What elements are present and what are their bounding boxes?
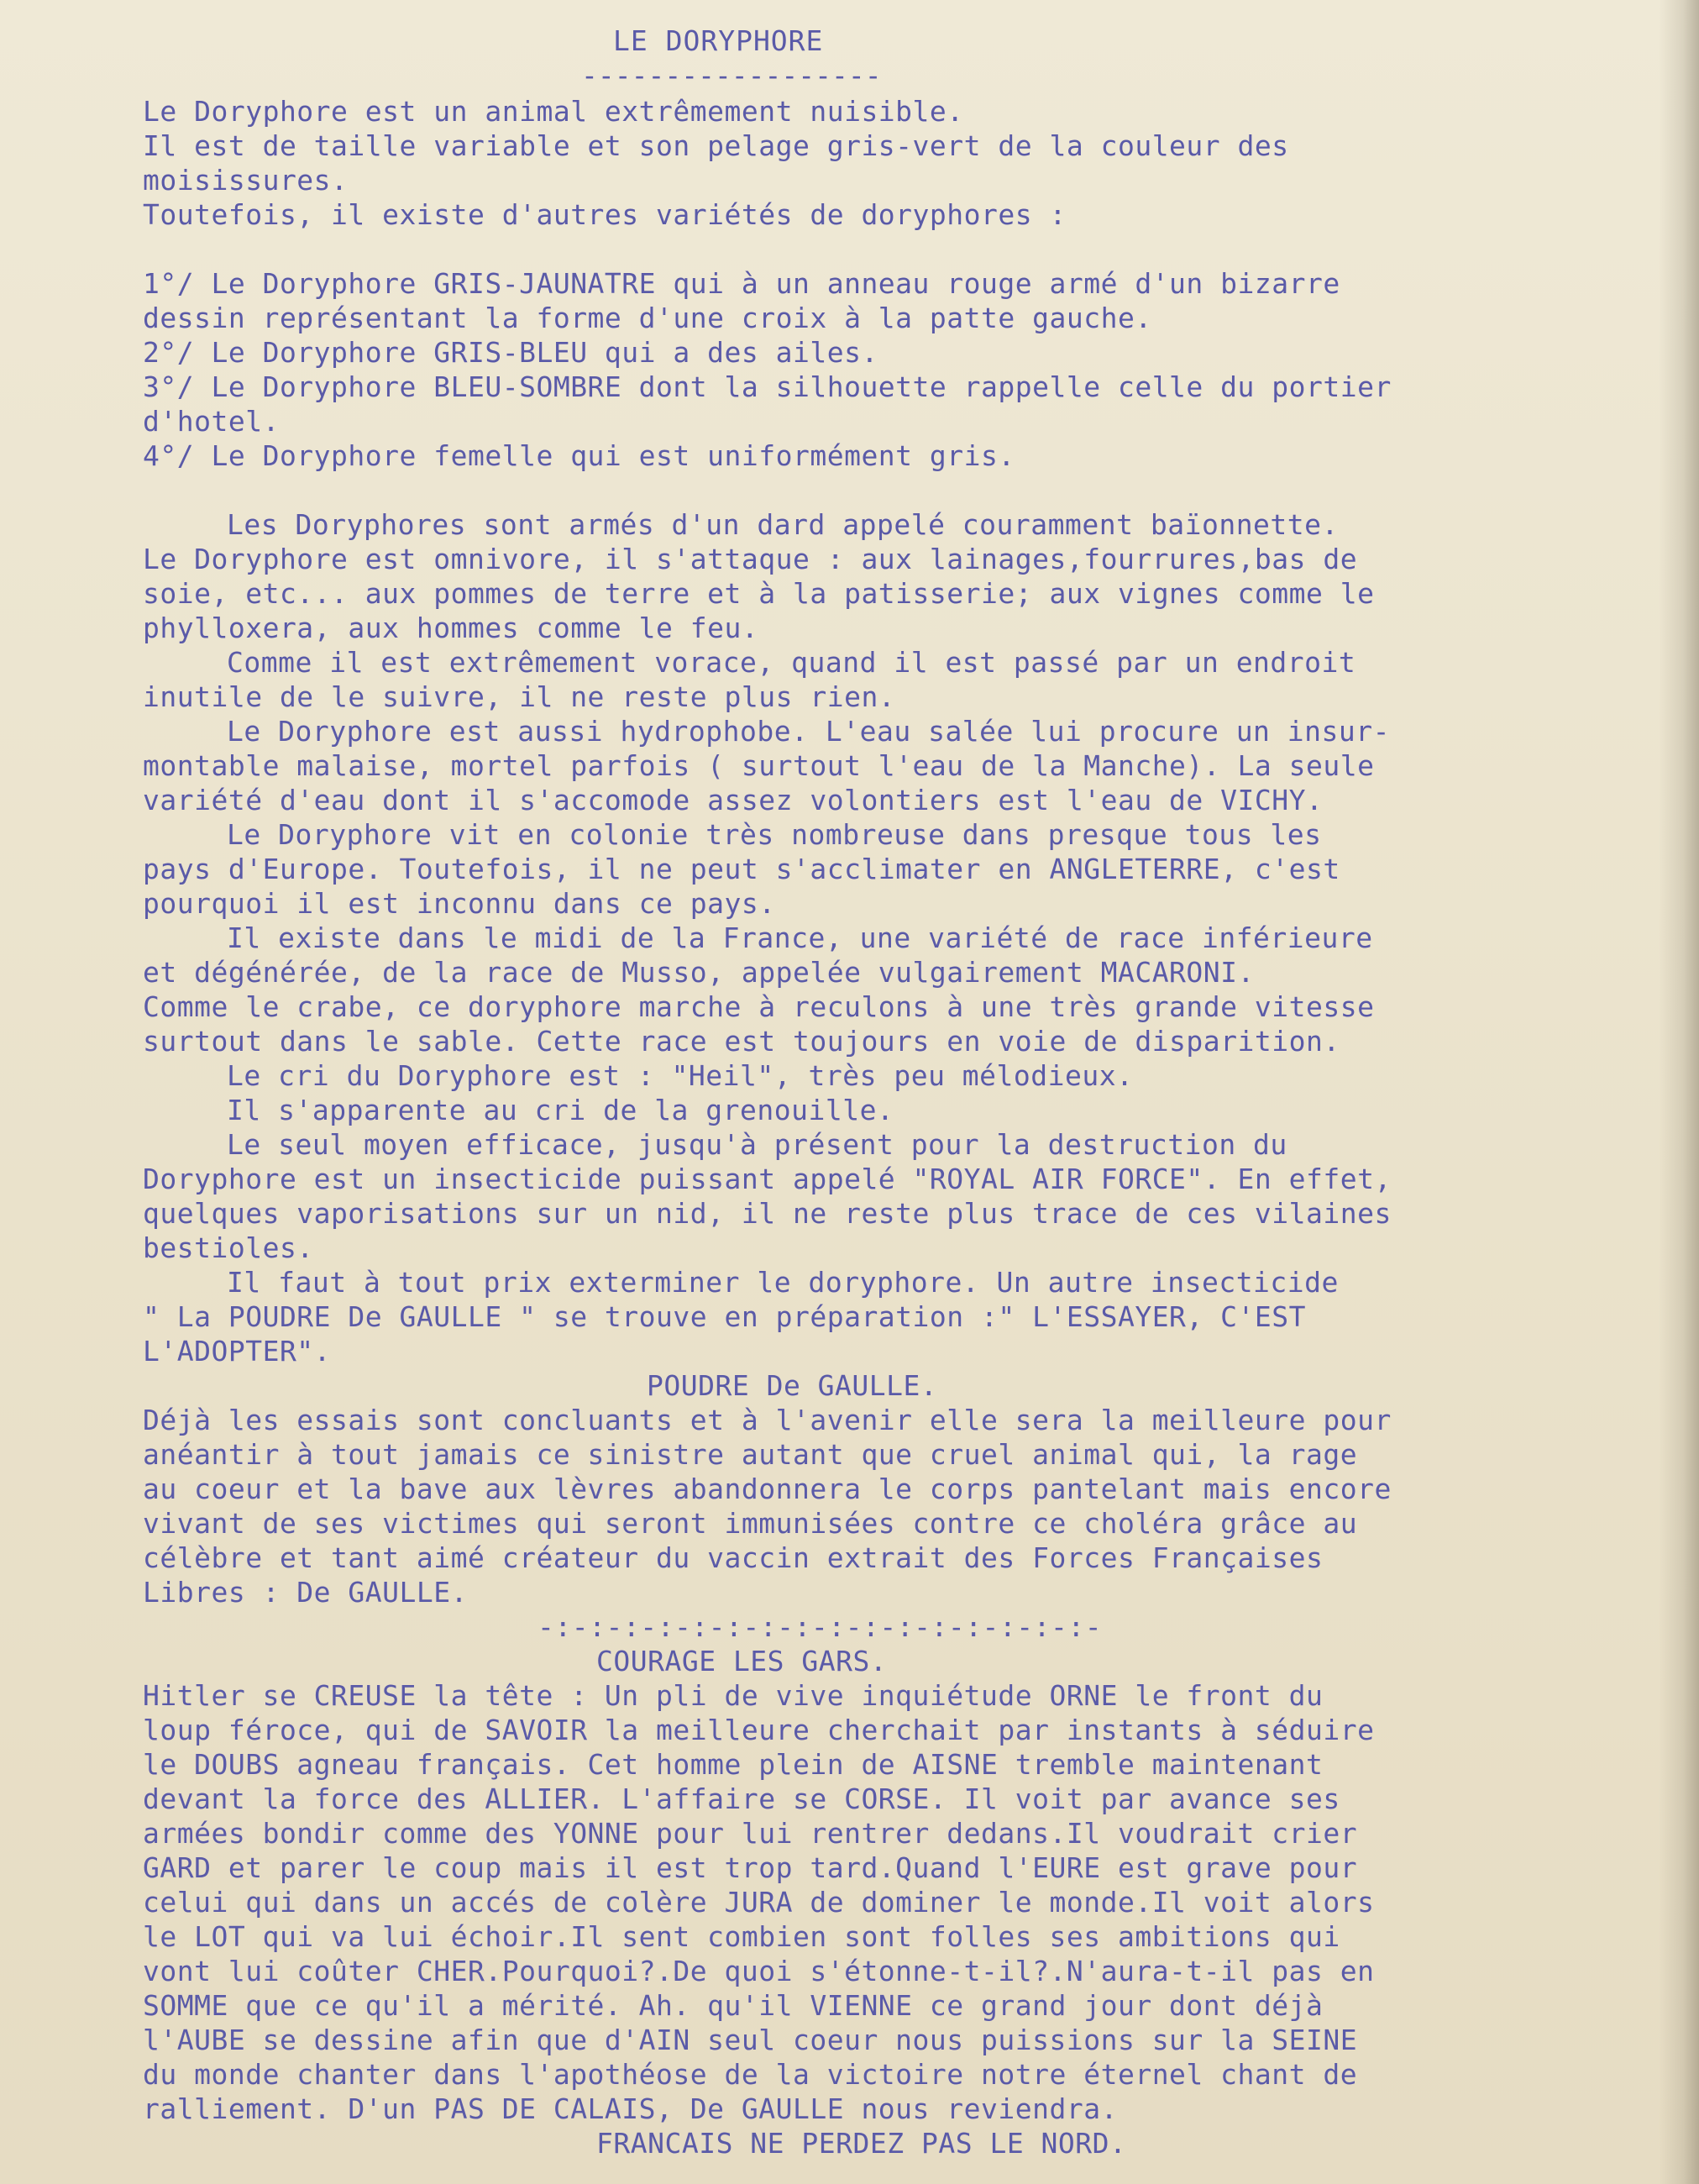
courage-line: ralliement. D'un PAS DE CALAIS, De GAULLE nous reviendra. [143,2092,1118,2125]
poudre-line: au coeur et la bave aux lèvres abandonnera le corps pantelant mais encore [143,1473,1392,1505]
variety-line: 2°/ Le Doryphore GRIS-BLEU qui a des ailes. [143,336,878,369]
body-line: quelques vaporisations sur un nid, il ne reste plus trace de ces vilaines [143,1197,1392,1230]
courage-line: SOMME que ce qu'il a mérité. Ah. qu'il VIENNE ce grand jour dont déjà [143,1989,1324,2022]
courage-line: le LOT qui va lui échoir.Il sent combien sont folles ses ambitions qui [143,1920,1340,1953]
document-title: LE DORYPHORE [613,24,824,57]
body-line: bestioles. [143,1231,314,1264]
spacer [143,473,1671,507]
body-line: Comme le crabe, ce doryphore marche à reculons à une très grande vitesse [143,990,1375,1023]
courage-line: Hitler se CREUSE la tête : Un pli de vive inquiétude ORNE le front du [143,1679,1324,1712]
body-line: phylloxera, aux hommes comme le feu. [143,612,759,644]
courage-line: GARD et parer le coup mais il est trop tard.Quand l'EURE est grave pour [143,1851,1358,1884]
variety-line: 4°/ Le Doryphore femelle qui est uniformément gris. [143,439,1015,472]
intro-line: Le Doryphore est un animal extrêmement nuisible. [143,95,964,128]
variety-line: 1°/ Le Doryphore GRIS-JAUNATRE qui à un anneau rouge armé d'un bizarre [143,267,1340,300]
courage-line: vont lui coûter CHER.Pourquoi?.De quoi s'étonne-t-il?.N'aura-t-il pas en [143,1955,1375,1987]
body-line: Il faut à tout prix exterminer le doryphore. Un autre insecticide [227,1266,1339,1299]
body-line: Il existe dans le midi de la France, une variété de race inférieure [227,921,1373,954]
poudre-line: Libres : De GAULLE. [143,1576,468,1609]
spacer [143,232,1671,266]
title-underline: ------------------ [581,59,882,92]
body-line: Le Doryphore est omnivore, il s'attaque : aux lainages,fourrures,bas de [143,543,1358,575]
poudre-line: vivant de ses victimes qui seront immunisées contre ce choléra grâce au [143,1507,1358,1540]
body-line: variété d'eau dont il s'accomode assez volontiers est l'eau de VICHY. [143,784,1324,816]
variety-line: dessin représentant la forme d'une croix à la patte gauche. [143,302,1152,334]
courage-line: du monde chanter dans l'apothéose de la victoire notre éternel chant de [143,2058,1358,2091]
body-line: montable malaise, mortel parfois ( surtout l'eau de la Manche). La seule [143,749,1375,782]
body-line: Le seul moyen efficace, jusqu'à présent pour la destruction du [227,1128,1287,1161]
body-line: Les Doryphores sont armés d'un dard appelé couramment baïonnette. [227,508,1339,541]
body-line: pourquoi il est inconnu dans ce pays. [143,887,776,920]
body-line: Comme il est extrêmement vorace, quand il est passé par un endroit [227,646,1356,679]
courage-line: armées bondir comme des YONNE pour lui rentrer dedans.Il voudrait crier [143,1817,1358,1850]
separator-line: -:-:-:-:-:-:-:-:-:-:-:-:-:-:-:-:- [537,1610,1103,1643]
body-line: et dégénérée, de la race de Musso, appelée vulgairement MACARONI. [143,956,1255,989]
intro-line: moisissures. [143,164,349,197]
body-line: soie, etc... aux pommes de terre et à la patisserie; aux vignes comme le [143,577,1375,610]
courage-line: le DOUBS agneau français. Cet homme plein de AISNE tremble maintenant [143,1748,1324,1781]
heading-courage-les-gars: COURAGE LES GARS. [596,1645,888,1677]
intro-line: Toutefois, il existe d'autres variétés de doryphores : [143,198,1067,231]
document-body [143,24,1671,2160]
body-line: pays d'Europe. Toutefois, il ne peut s'acclimater en ANGLETERRE, c'est [143,853,1340,885]
closing-line: FRANCAIS NE PERDEZ PAS LE NORD. [596,2127,1127,2160]
body-line: Le cri du Doryphore est : "Heil", très peu mélodieux. [227,1059,1134,1092]
body-line: " La POUDRE De GAULLE " se trouve en préparation :" L'ESSAYER, C'EST [143,1300,1307,1333]
body-line: Le Doryphore est aussi hydrophobe. L'eau salée lui procure un insur- [227,715,1391,748]
body-line: inutile de le suivre, il ne reste plus rien. [143,680,896,713]
courage-line: devant la force des ALLIER. L'affaire se CORSE. Il voit par avance ses [143,1782,1340,1815]
body-line: L'ADOPTER". [143,1335,332,1368]
poudre-line: Déjà les essais sont concluants et à l'avenir elle sera la meilleure pour [143,1404,1392,1436]
body-line: Le Doryphore vit en colonie très nombreuse dans presque tous les [227,818,1322,851]
body-line: Doryphore est un insecticide puissant appelé "ROYAL AIR FORCE". En effet, [143,1163,1392,1195]
heading-poudre-de-gaulle: POUDRE De GAULLE. [647,1369,938,1402]
poudre-line: célèbre et tant aimé créateur du vaccin extrait des Forces Françaises [143,1541,1324,1574]
body-line: surtout dans le sable. Cette race est toujours en voie de disparition. [143,1025,1340,1058]
variety-line: 3°/ Le Doryphore BLEU-SOMBRE dont la silhouette rappelle celle du portier [143,370,1392,403]
poudre-line: anéantir à tout jamais ce sinistre autant que cruel animal qui, la rage [143,1438,1358,1471]
intro-line: Il est de taille variable et son pelage gris-vert de la couleur des [143,129,1289,162]
courage-line: celui qui dans un accés de colère JURA de dominer le monde.Il voit alors [143,1886,1375,1919]
courage-line: l'AUBE se dessine afin que d'AIN seul coeur nous puissions sur la SEINE [143,2024,1358,2056]
courage-line: loup féroce, qui de SAVOIR la meilleure cherchait par instants à séduire [143,1714,1375,1746]
body-line: Il s'apparente au cri de la grenouille. [227,1094,894,1126]
variety-line: d'hotel. [143,405,280,438]
